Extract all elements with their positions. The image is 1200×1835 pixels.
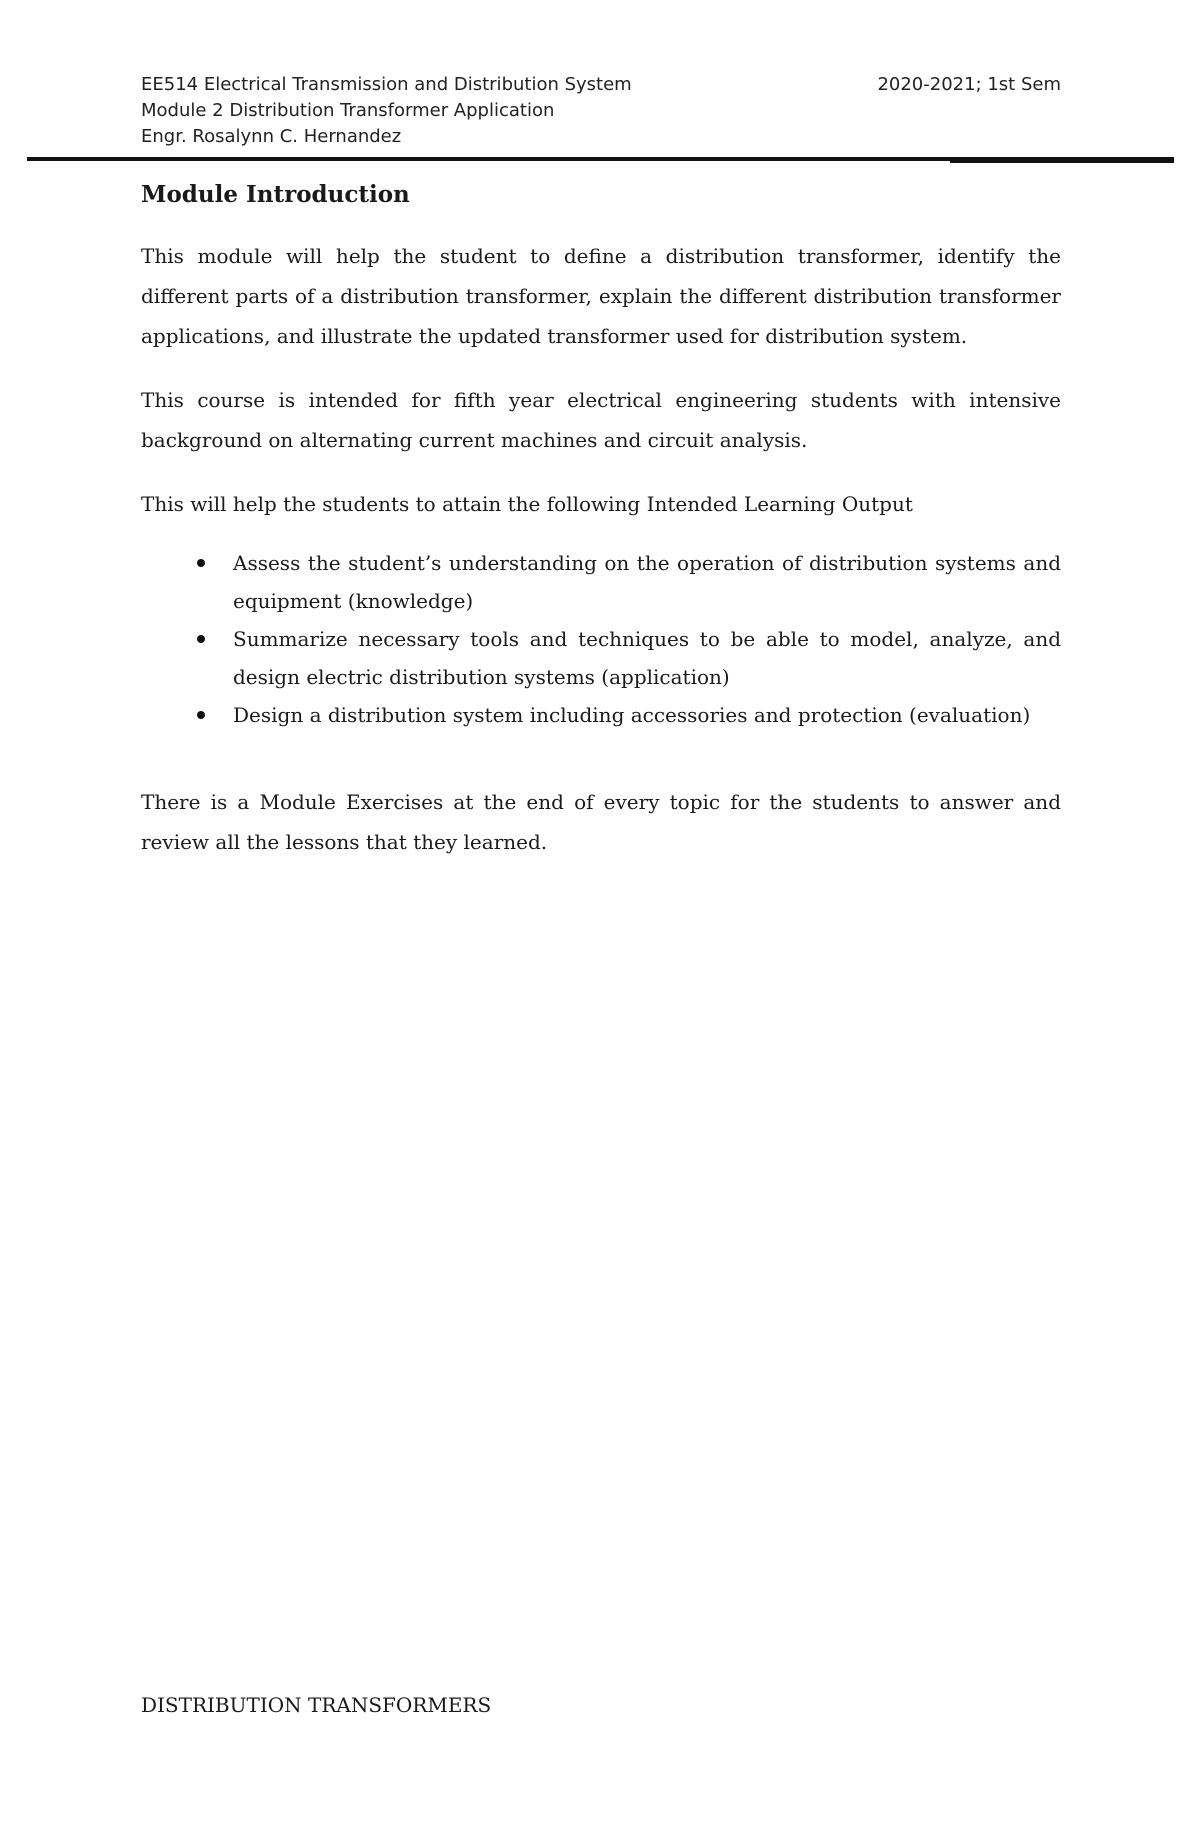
instructor-name: Engr. Rosalynn C. Hernandez [141, 126, 402, 147]
ilo-text: Assess the student’s understanding on the operation of distribution systems and equipment (knowledge) [233, 551, 1061, 613]
bullet-icon [197, 559, 205, 567]
list-item [141, 620, 1061, 696]
ilo-lead-paragraph: This will help the students to attain the following Intended Learning Output [141, 492, 913, 516]
module-introduction-section [141, 176, 1061, 886]
ilo-list [141, 544, 1061, 734]
bullet-icon [197, 711, 205, 719]
section-title: Module Introduction [141, 181, 410, 208]
list-item [141, 544, 1061, 620]
bullet-icon [197, 635, 205, 643]
academic-term: 2020-2021; 1st Sem [877, 74, 1061, 95]
audience-paragraph: This course is intended for fifth year electrical engineering students with intensive background on alternating current machines and circuit analysis. [141, 388, 1061, 452]
ilo-text: Summarize necessary tools and techniques to be able to model, analyze, and design electric distribution systems (application) [233, 627, 1061, 689]
page-header [141, 72, 1061, 150]
header-divider-accent [950, 161, 1174, 163]
module-title: Module 2 Distribution Transformer Application [141, 100, 555, 121]
exercises-paragraph: There is a Module Exercises at the end of every topic for the students to answer and review all the lessons that they learned. [141, 790, 1061, 854]
list-item [141, 696, 1061, 734]
ilo-text: Design a distribution system including accessories and protection (evaluation) [233, 703, 1031, 727]
next-section-heading: DISTRIBUTION TRANSFORMERS [141, 1693, 492, 1717]
course-title: EE514 Electrical Transmission and Distribution System [141, 74, 632, 95]
intro-paragraph: This module will help the student to define a distribution transformer, identify the different parts of a distribution transformer, explain the different distribution transformer applications, and illustrate the updated transformer used for distribution system. [141, 244, 1061, 348]
